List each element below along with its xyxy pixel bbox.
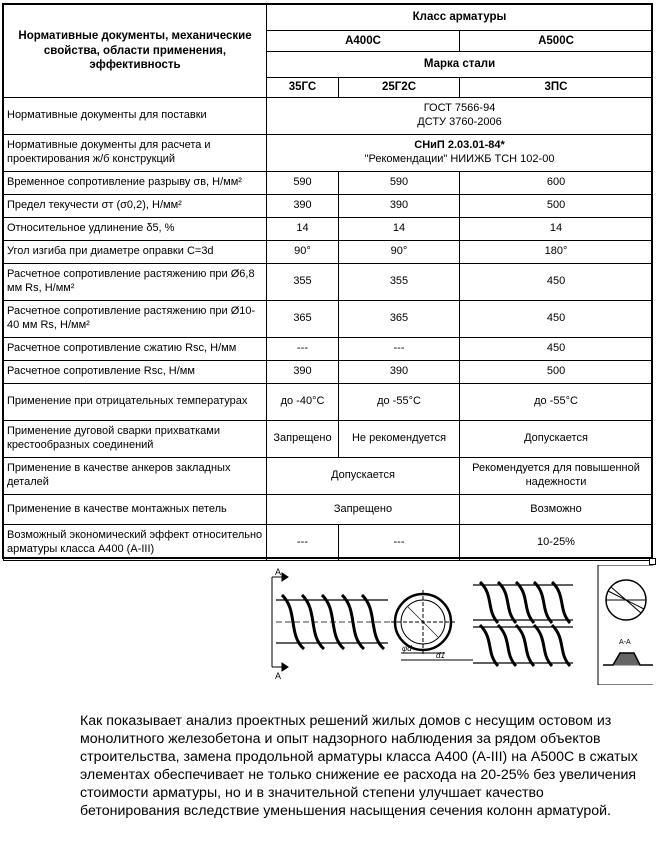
merged-cell xyxy=(267,135,653,172)
cell-3ps: 14 xyxy=(460,218,653,241)
corner-header: Нормативные документы, механические свойства, области применения, эффективность xyxy=(4,5,267,98)
row-label: Возможный экономический эффект относительно арматуры класса А400 (А-III) xyxy=(4,525,267,561)
cell-3ps: 180° xyxy=(460,241,653,264)
steel-3ps-header: 3ПС xyxy=(460,78,653,98)
cell-35gs: до -40°С xyxy=(267,384,339,421)
cell-25g2s: 14 xyxy=(339,218,460,241)
cell-35gs: 90° xyxy=(267,241,339,264)
table-row xyxy=(4,301,653,338)
rebar-figure xyxy=(258,565,653,685)
row-label: Угол изгиба при диаметре оправки С=3d xyxy=(4,241,267,264)
cell-3ps: до -55°С xyxy=(460,384,653,421)
cell-3ps: Допускается xyxy=(460,421,653,458)
merged-cell xyxy=(267,98,653,135)
cell-25g2s: 390 xyxy=(339,361,460,384)
cell-25g2s: Не рекомендуется xyxy=(339,421,460,458)
steel-35gs-header: 35ГС xyxy=(267,78,339,98)
table-row xyxy=(4,98,653,135)
rebar-side-view xyxy=(276,595,398,649)
steel-25g2s-header: 25Г2С xyxy=(339,78,460,98)
cell-25g2s: --- xyxy=(339,338,460,361)
table-row xyxy=(4,241,653,264)
row-label: Нормативные документы для расчета и проектирования ж/б конструкций xyxy=(4,135,267,172)
table-row xyxy=(4,218,653,241)
cell-3ps: 450 xyxy=(460,338,653,361)
cell-25g2s: 365 xyxy=(339,301,460,338)
table-row xyxy=(4,384,653,421)
table-row xyxy=(4,135,653,172)
row-label: Расчетное сопротивление Rsc, Н/мм xyxy=(4,361,267,384)
cell-3ps: 450 xyxy=(460,264,653,301)
row-label: Нормативные документы для поставки xyxy=(4,98,267,135)
table-row xyxy=(4,361,653,384)
row-label: Расчетное сопротивление растяжению при Ø10-40 мм Rs, Н/мм² xyxy=(4,301,267,338)
row-label: Относительное удлинение δ5, % xyxy=(4,218,267,241)
label-d1: d1 xyxy=(436,651,445,660)
cell-25g2s: 90° xyxy=(339,241,460,264)
cell-25g2s: 590 xyxy=(339,172,460,195)
table-row xyxy=(4,458,653,495)
table-row xyxy=(4,525,653,561)
properties-table xyxy=(3,4,653,561)
section-label-bottom: А xyxy=(275,671,282,681)
steel-header: Марка стали xyxy=(267,52,653,78)
cell-3ps: 500 xyxy=(460,195,653,218)
row-label: Временное сопротивление разрыву σв, Н/мм² xyxy=(4,172,267,195)
cell-3ps: Возможно xyxy=(460,495,653,525)
row-label: Применение дуговой сварки прихватками крестообразных соединений xyxy=(4,421,267,458)
row-label: Расчетное сопротивление сжатию Rsc, Н/мм xyxy=(4,338,267,361)
cell-35gs: --- xyxy=(267,525,339,561)
class-a400-header: А400С xyxy=(267,31,460,52)
section-detail xyxy=(598,565,653,685)
doc-line: "Рекомендации" НИИЖБ ТСН 102-00 xyxy=(364,153,555,165)
cell-35gs: 590 xyxy=(267,172,339,195)
cell-35gs: 365 xyxy=(267,301,339,338)
doc-line: ГОСТ 7566-94 xyxy=(423,102,496,115)
row-label: Расчетное сопротивление растяжению при Ø6,8 мм Rs, Н/мм² xyxy=(4,264,267,301)
cell-35gs: 355 xyxy=(267,264,339,301)
section-label-top: А xyxy=(275,567,282,577)
description-paragraph: Как показывает анализ проектных решений жилых домов с несущим остовом из монолитного железобетона и опыт надзорного наблюдения за рядом объектов строительства, замена продольной арматуры класса А400 (А-III) на А500С в сжатых элементах обеспечивает не только снижение ее расхода на 20-25% без увеличения стоимости арматуры, но и в значительной степени улучшает качество бетонирования вследствие уменьшения насыщения сечения колонн арматурой. xyxy=(80,713,638,819)
cell-3ps: 500 xyxy=(460,361,653,384)
label-phi-d: φd xyxy=(402,644,412,653)
doc-line: ДСТУ 3760-2006 xyxy=(417,116,502,128)
row-label: Предел текучести σт (σ0,2), Н/мм² xyxy=(4,195,267,218)
table-row xyxy=(4,495,653,525)
cell-25g2s: --- xyxy=(339,525,460,561)
cell-25g2s: 390 xyxy=(339,195,460,218)
table-row xyxy=(4,172,653,195)
cell-3ps: 600 xyxy=(460,172,653,195)
table-row xyxy=(4,264,653,301)
cell-35gs: 14 xyxy=(267,218,339,241)
cell-3ps: 10-25% xyxy=(460,525,653,561)
row-label: Применение в качестве монтажных петель xyxy=(4,495,267,525)
class-a500-header: А500С xyxy=(460,31,653,52)
row-label: Применение при отрицательных температурах xyxy=(4,384,267,421)
label-aa: А-А xyxy=(619,639,631,646)
table-row xyxy=(4,338,653,361)
cell-3ps: Рекомендуется для повышенной надежности xyxy=(460,458,653,495)
table-row xyxy=(4,195,653,218)
resize-handle[interactable] xyxy=(649,558,656,565)
cell-35gs: 390 xyxy=(267,361,339,384)
cell-3ps: 450 xyxy=(460,301,653,338)
cell-35gs: 390 xyxy=(267,195,339,218)
cell-35gs: Запрещено xyxy=(267,421,339,458)
doc-line: СНиП 2.03.01-84* xyxy=(414,139,505,152)
cell-25g2s: до -55°С xyxy=(339,384,460,421)
cell-a400: Запрещено xyxy=(267,495,460,525)
rebar-side-view-2 xyxy=(473,582,573,666)
table-row xyxy=(4,421,653,458)
cell-25g2s: 355 xyxy=(339,264,460,301)
class-header: Класс арматуры xyxy=(267,5,653,31)
cell-35gs: --- xyxy=(267,338,339,361)
row-label: Применение в качестве анкеров закладных деталей xyxy=(4,458,267,495)
cell-a400: Допускается xyxy=(267,458,460,495)
